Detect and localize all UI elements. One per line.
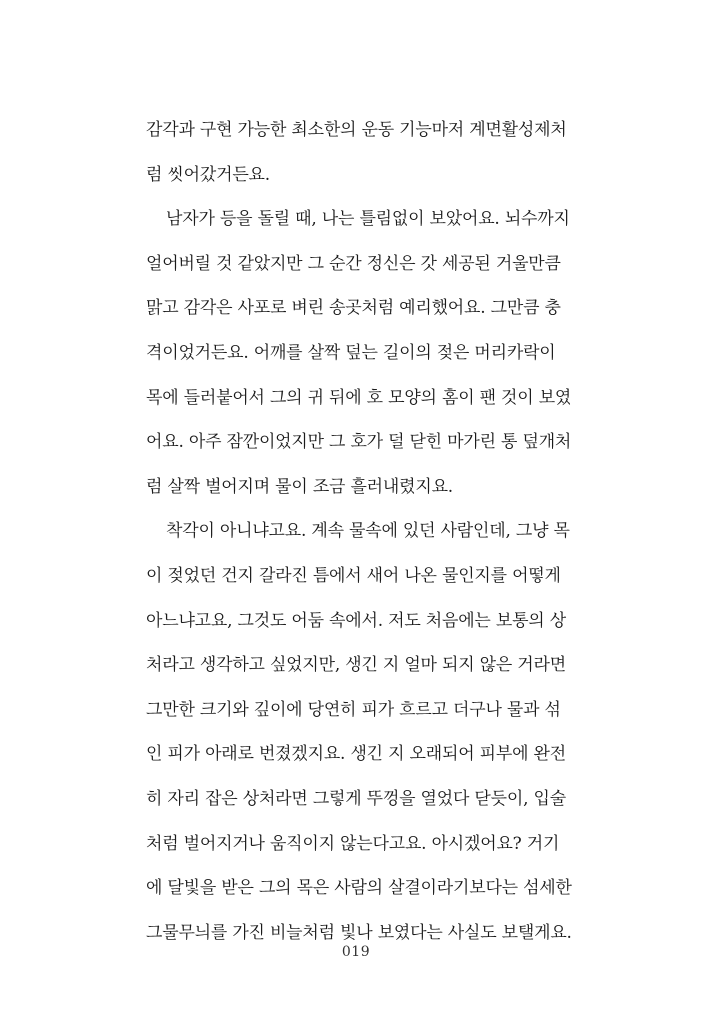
text-line: 맑고 감각은 사포로 벼린 송곳처럼 예리했어요. 그만큼 충 xyxy=(146,298,561,319)
text-line: 남자가 등을 돌릴 때, 나는 틀림없이 보았어요. 뇌수까지 xyxy=(166,209,570,230)
text-line: 격이었거든요. 어깨를 살짝 덮는 길이의 젖은 머리카락이 xyxy=(146,342,556,363)
text-line: 감각과 구현 가능한 최소한의 운동 기능마저 계면활성제처 xyxy=(146,120,567,140)
text-line: 그만한 크기와 깊이에 당연히 피가 흐르고 더구나 물과 섞 xyxy=(146,699,561,720)
text-line: 착각이 아니냐고요. 계속 물속에 있던 사람인데, 그냥 목 xyxy=(166,521,570,542)
text-line: 처라고 생각하고 싶었지만, 생긴 지 얼마 되지 않은 거라면 xyxy=(146,655,566,676)
text-line: 럼 살짝 벌어지며 물이 조금 흘러내렸지요. xyxy=(146,476,453,497)
text-line: 얼어버릴 것 같았지만 그 순간 정신은 갓 세공된 거울만큼 xyxy=(146,253,561,274)
text-line: 처럼 벌어지거나 움직이지 않는다고요. 아시겠어요? 거기 xyxy=(146,833,560,854)
text-line: 럼 씻어갔거든요. xyxy=(146,164,270,185)
text-line: 목에 들러붙어서 그의 귀 뒤에 호 모양의 홈이 팬 것이 보였 xyxy=(146,387,572,408)
text-line: 그물무늬를 가진 비늘처럼 빛나 보였다는 사실도 보탤게요. xyxy=(146,922,572,943)
text-line: 이 젖었던 건지 갈라진 틈에서 새어 나온 물인지를 어떻게 xyxy=(146,565,561,586)
text-line: 아느냐고요, 그것도 어둠 속에서. 저도 처음에는 보통의 상 xyxy=(146,610,566,631)
text-line: 에 달빛을 받은 그의 목은 사람의 살결이라기보다는 섬세한 xyxy=(146,878,572,899)
text-line: 히 자리 잡은 상처라면 그렇게 뚜껑을 열었다 닫듯이, 입술 xyxy=(146,788,566,809)
body-text xyxy=(146,108,618,955)
text-line: 인 피가 아래로 번졌겠지요. 생긴 지 오래되어 피부에 완전 xyxy=(146,744,566,765)
page-number: 019 xyxy=(341,944,371,960)
text-line: 어요. 아주 잠깐이었지만 그 호가 덜 닫힌 마가린 통 덮개처 xyxy=(146,432,572,453)
